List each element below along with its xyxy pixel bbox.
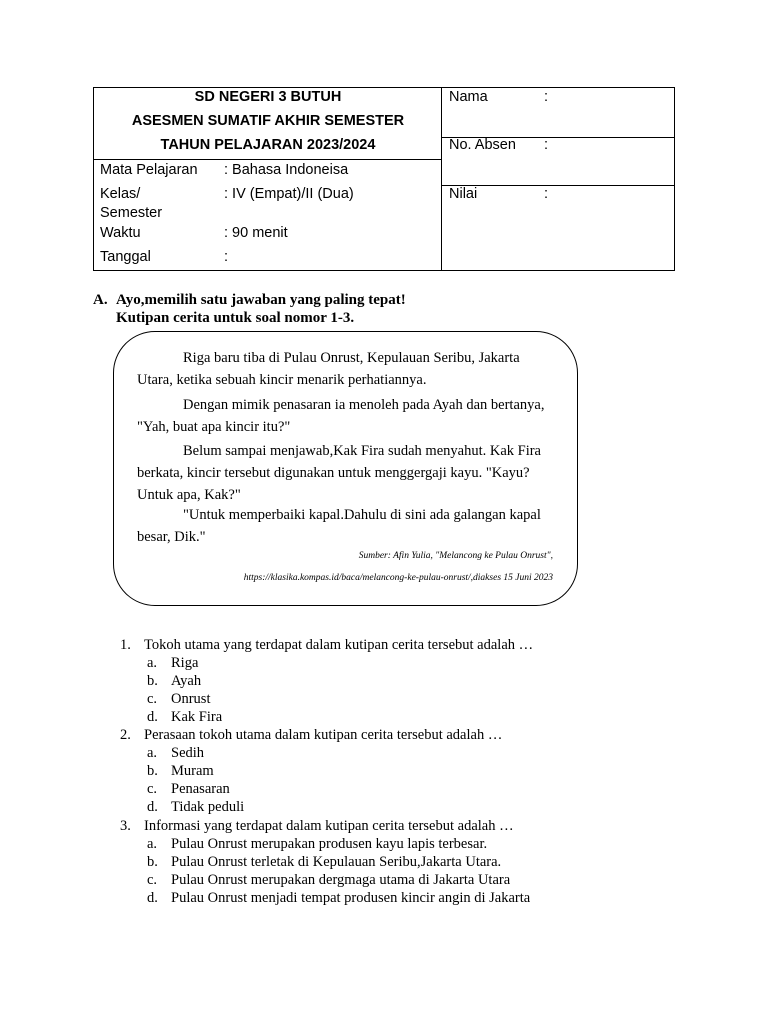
question-text: Perasaan tokoh utama dalam kutipan cerita tersebut adalah … [144,727,503,743]
option-letter: d. [147,890,158,906]
option-text: Pulau Onrust merupakan dergmaga utama di Jakarta Utara [171,872,511,888]
section-subtitle: Kutipan cerita untuk soal nomor 1-3. [116,310,355,326]
date-label: Tanggal [100,249,151,265]
section-instruction: Ayo,memilih satu jawaban yang paling tepat! [116,292,406,308]
class-label: Kelas/ [100,186,141,202]
option-letter: a. [147,745,158,761]
subject-value: : Bahasa Indoneisa [224,162,349,178]
class-value: : IV (Empat)/II (Dua) [224,186,354,202]
story-paragraph-1: Riga baru tiba di Pulau Onrust, Kepulauan Seribu, Jakarta Utara, ketika sebuah kincir menarik perhatiannya. [137,350,520,388]
option-letter: b. [147,854,158,870]
option-text: Pulau Onrust terletak di Kepulauan Seribu,Jakarta Utara. [171,854,502,870]
option-text: Onrust [171,691,211,707]
option-letter: d. [147,709,158,725]
option-text: Tidak peduli [171,799,245,815]
story-paragraph-3: Belum sampai menjawab,Kak Fira sudah menyahut. Kak Fira berkata, kincir tersebut digunakan untuk menggergaji kayu. "Kayu? Untuk apa, Kak?" [137,443,541,503]
question-text: Tokoh utama yang terdapat dalam kutipan cerita tersebut adalah … [144,637,534,653]
time-value: : 90 menit [224,225,288,241]
story-source-author: Sumber: Afin Yulia, "Melancong ke Pulau Onrust", [358,551,553,561]
option-letter: b. [147,673,158,689]
option-letter: c. [147,872,158,888]
name-label: Nama [449,89,488,105]
question-number: 3. [120,818,131,834]
time-label: Waktu [100,225,141,241]
school-year: TAHUN PELAJARAN 2023/2024 [160,137,376,153]
option-text: Kak Fira [171,709,223,725]
story-source-url: https://klasika.kompas.id/baca/melancong-ke-pulau-onrust/,diakses 15 Juni 2023 [243,573,553,583]
option-text: Muram [171,763,214,779]
option-text: Sedih [171,745,205,761]
exam-title: ASESMEN SUMATIF AKHIR SEMESTER [131,113,405,129]
score-colon: : [544,186,549,202]
question-text: Informasi yang terdapat dalam kutipan cerita tersebut adalah … [144,818,514,834]
name-colon: : [544,89,549,105]
option-letter: c. [147,781,158,797]
title-divider [94,159,441,160]
absen-colon: : [544,137,549,153]
semester-label: Semester [100,205,163,221]
option-text: Riga [171,655,199,671]
section-letter: A. [93,292,108,308]
header-left-panel [94,88,442,270]
header-right-panel [442,88,674,270]
option-letter: a. [147,836,158,852]
option-text: Penasaran [171,781,230,797]
option-letter: c. [147,691,158,707]
date-value: : [224,249,229,265]
score-label: Nilai [449,186,478,202]
school-name: SD NEGERI 3 BUTUH [194,89,342,105]
question-number: 1. [120,637,131,653]
option-letter: d. [147,799,158,815]
header-table [93,87,675,271]
option-text: Pulau Onrust merupakan produsen kayu lapis terbesar. [171,836,488,852]
story-paragraph-4: "Untuk memperbaiki kapal.Dahulu di sini ada galangan kapal besar, Dik." [137,507,541,545]
option-letter: b. [147,763,158,779]
option-text: Pulau Onrust menjadi tempat produsen kincir angin di Jakarta [171,890,531,906]
subject-label: Mata Pelajaran [100,162,198,178]
option-letter: a. [147,655,158,671]
absen-label: No. Absen [449,137,516,153]
question-number: 2. [120,727,131,743]
option-text: Ayah [171,673,202,689]
story-paragraph-2: Dengan mimik penasaran ia menoleh pada Ayah dan bertanya, "Yah, buat apa kincir itu?" [137,397,545,435]
